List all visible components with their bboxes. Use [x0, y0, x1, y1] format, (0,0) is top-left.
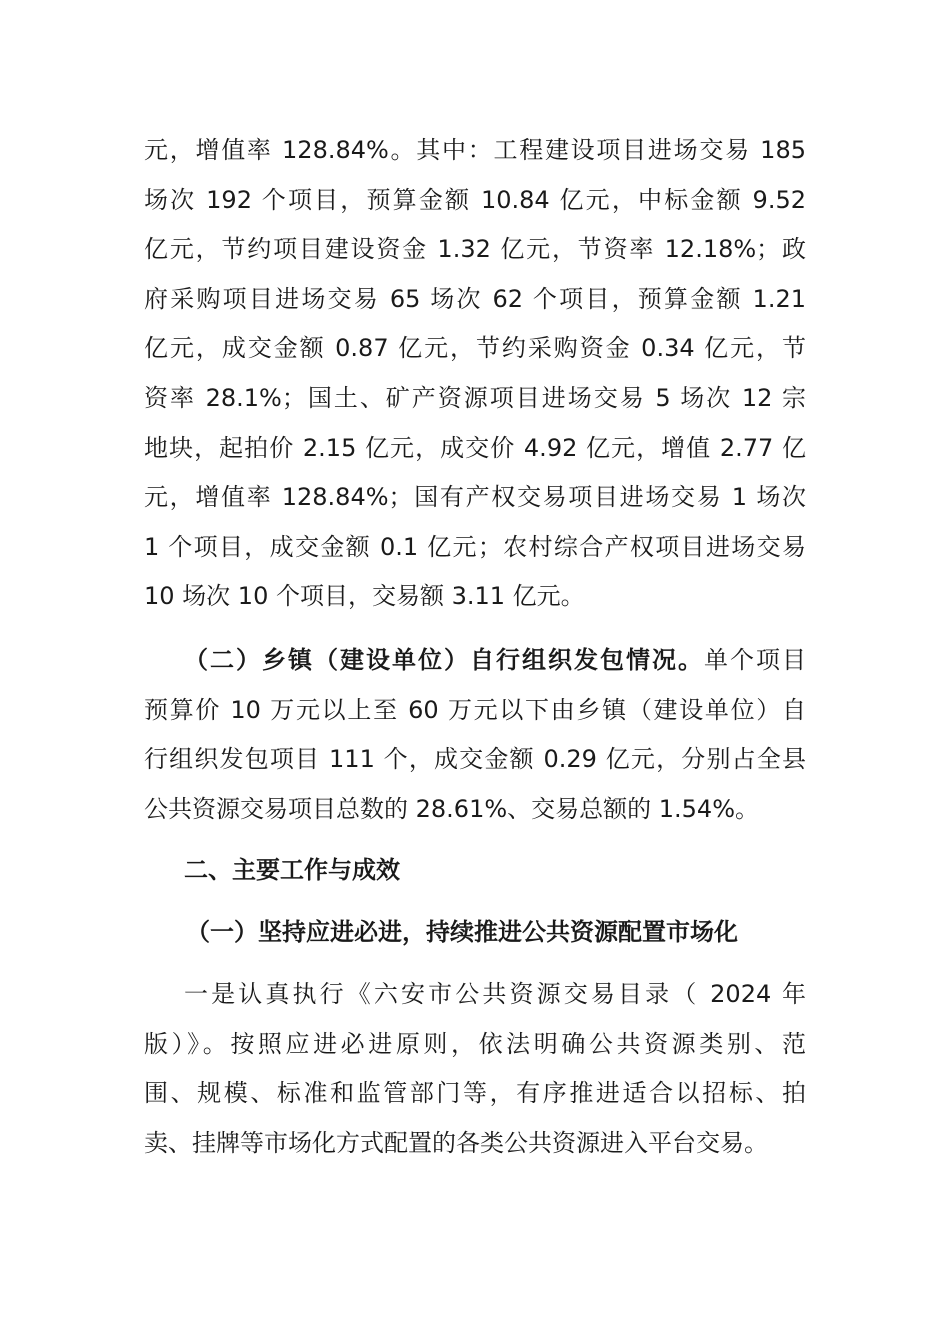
text-line: 1 个项目，成交金额 0.1 亿元；农村综合产权项目进场交易 — [144, 532, 806, 561]
text-line: 10 场次 10 个项目，交易额 3.11 亿元。 — [144, 582, 585, 611]
section-heading: 二、主要工作与成效 — [184, 856, 400, 884]
text-line: 围、规模、标准和监管部门等，有序推进适合以招标、拍 — [144, 1079, 806, 1108]
text-line: 场次 192 个项目，预算金额 10.84 亿元，中标金额 9.52 — [144, 185, 806, 214]
text-line — [144, 636, 806, 686]
text-line: 地块，起拍价 2.15 亿元，成交价 4.92 亿元，增值 2.77 亿 — [144, 433, 806, 462]
text-line: 亿元，节约项目建设资金 1.32 亿元，节资率 12.18%；政 — [144, 235, 806, 264]
text-line: 行组织发包项目 111 个，成交金额 0.29 亿元，分别占全县 — [144, 745, 806, 774]
text-run: 单个项目 — [704, 646, 806, 674]
text-line: 府采购项目进场交易 65 场次 62 个项目，预算金额 1.21 — [144, 284, 806, 313]
text-line: 预算价 10 万元以上至 60 万元以下由乡镇（建设单位）自 — [144, 695, 806, 724]
text-line: 版）》。按照应进必进原则，依法明确公共资源类别、范 — [144, 1029, 806, 1058]
text-line: 亿元，成交金额 0.87 亿元，节约采购资金 0.34 亿元，节 — [144, 334, 806, 363]
text-line: 元，增值率 128.84%。其中：工程建设项目进场交易 185 — [144, 136, 806, 164]
text-line: 卖、挂牌等市场化方式配置的各类公共资源进入平台交易。 — [144, 1128, 768, 1157]
bold-lead-heading: （二）乡镇（建设单位）自行组织发包情况。 — [184, 646, 704, 674]
paragraph-township-contracting — [144, 636, 806, 834]
paragraph-transaction-stats — [144, 126, 806, 622]
paragraph-catalog-execution — [144, 970, 806, 1168]
text-line: 元，增值率 128.84%；国有产权交易项目进场交易 1 场次 — [144, 483, 806, 512]
text-line: 一是认真执行《六安市公共资源交易目录（ 2024 年 — [184, 980, 806, 1008]
text-line: 公共资源交易项目总数的 28.61%、交易总额的 1.54%。 — [144, 794, 760, 823]
subsection-heading: （一）坚持应进必进，持续推进公共资源配置市场化 — [186, 918, 738, 946]
text-line: 资率 28.1%；国土、矿产资源项目进场交易 5 场次 12 宗 — [144, 383, 806, 412]
